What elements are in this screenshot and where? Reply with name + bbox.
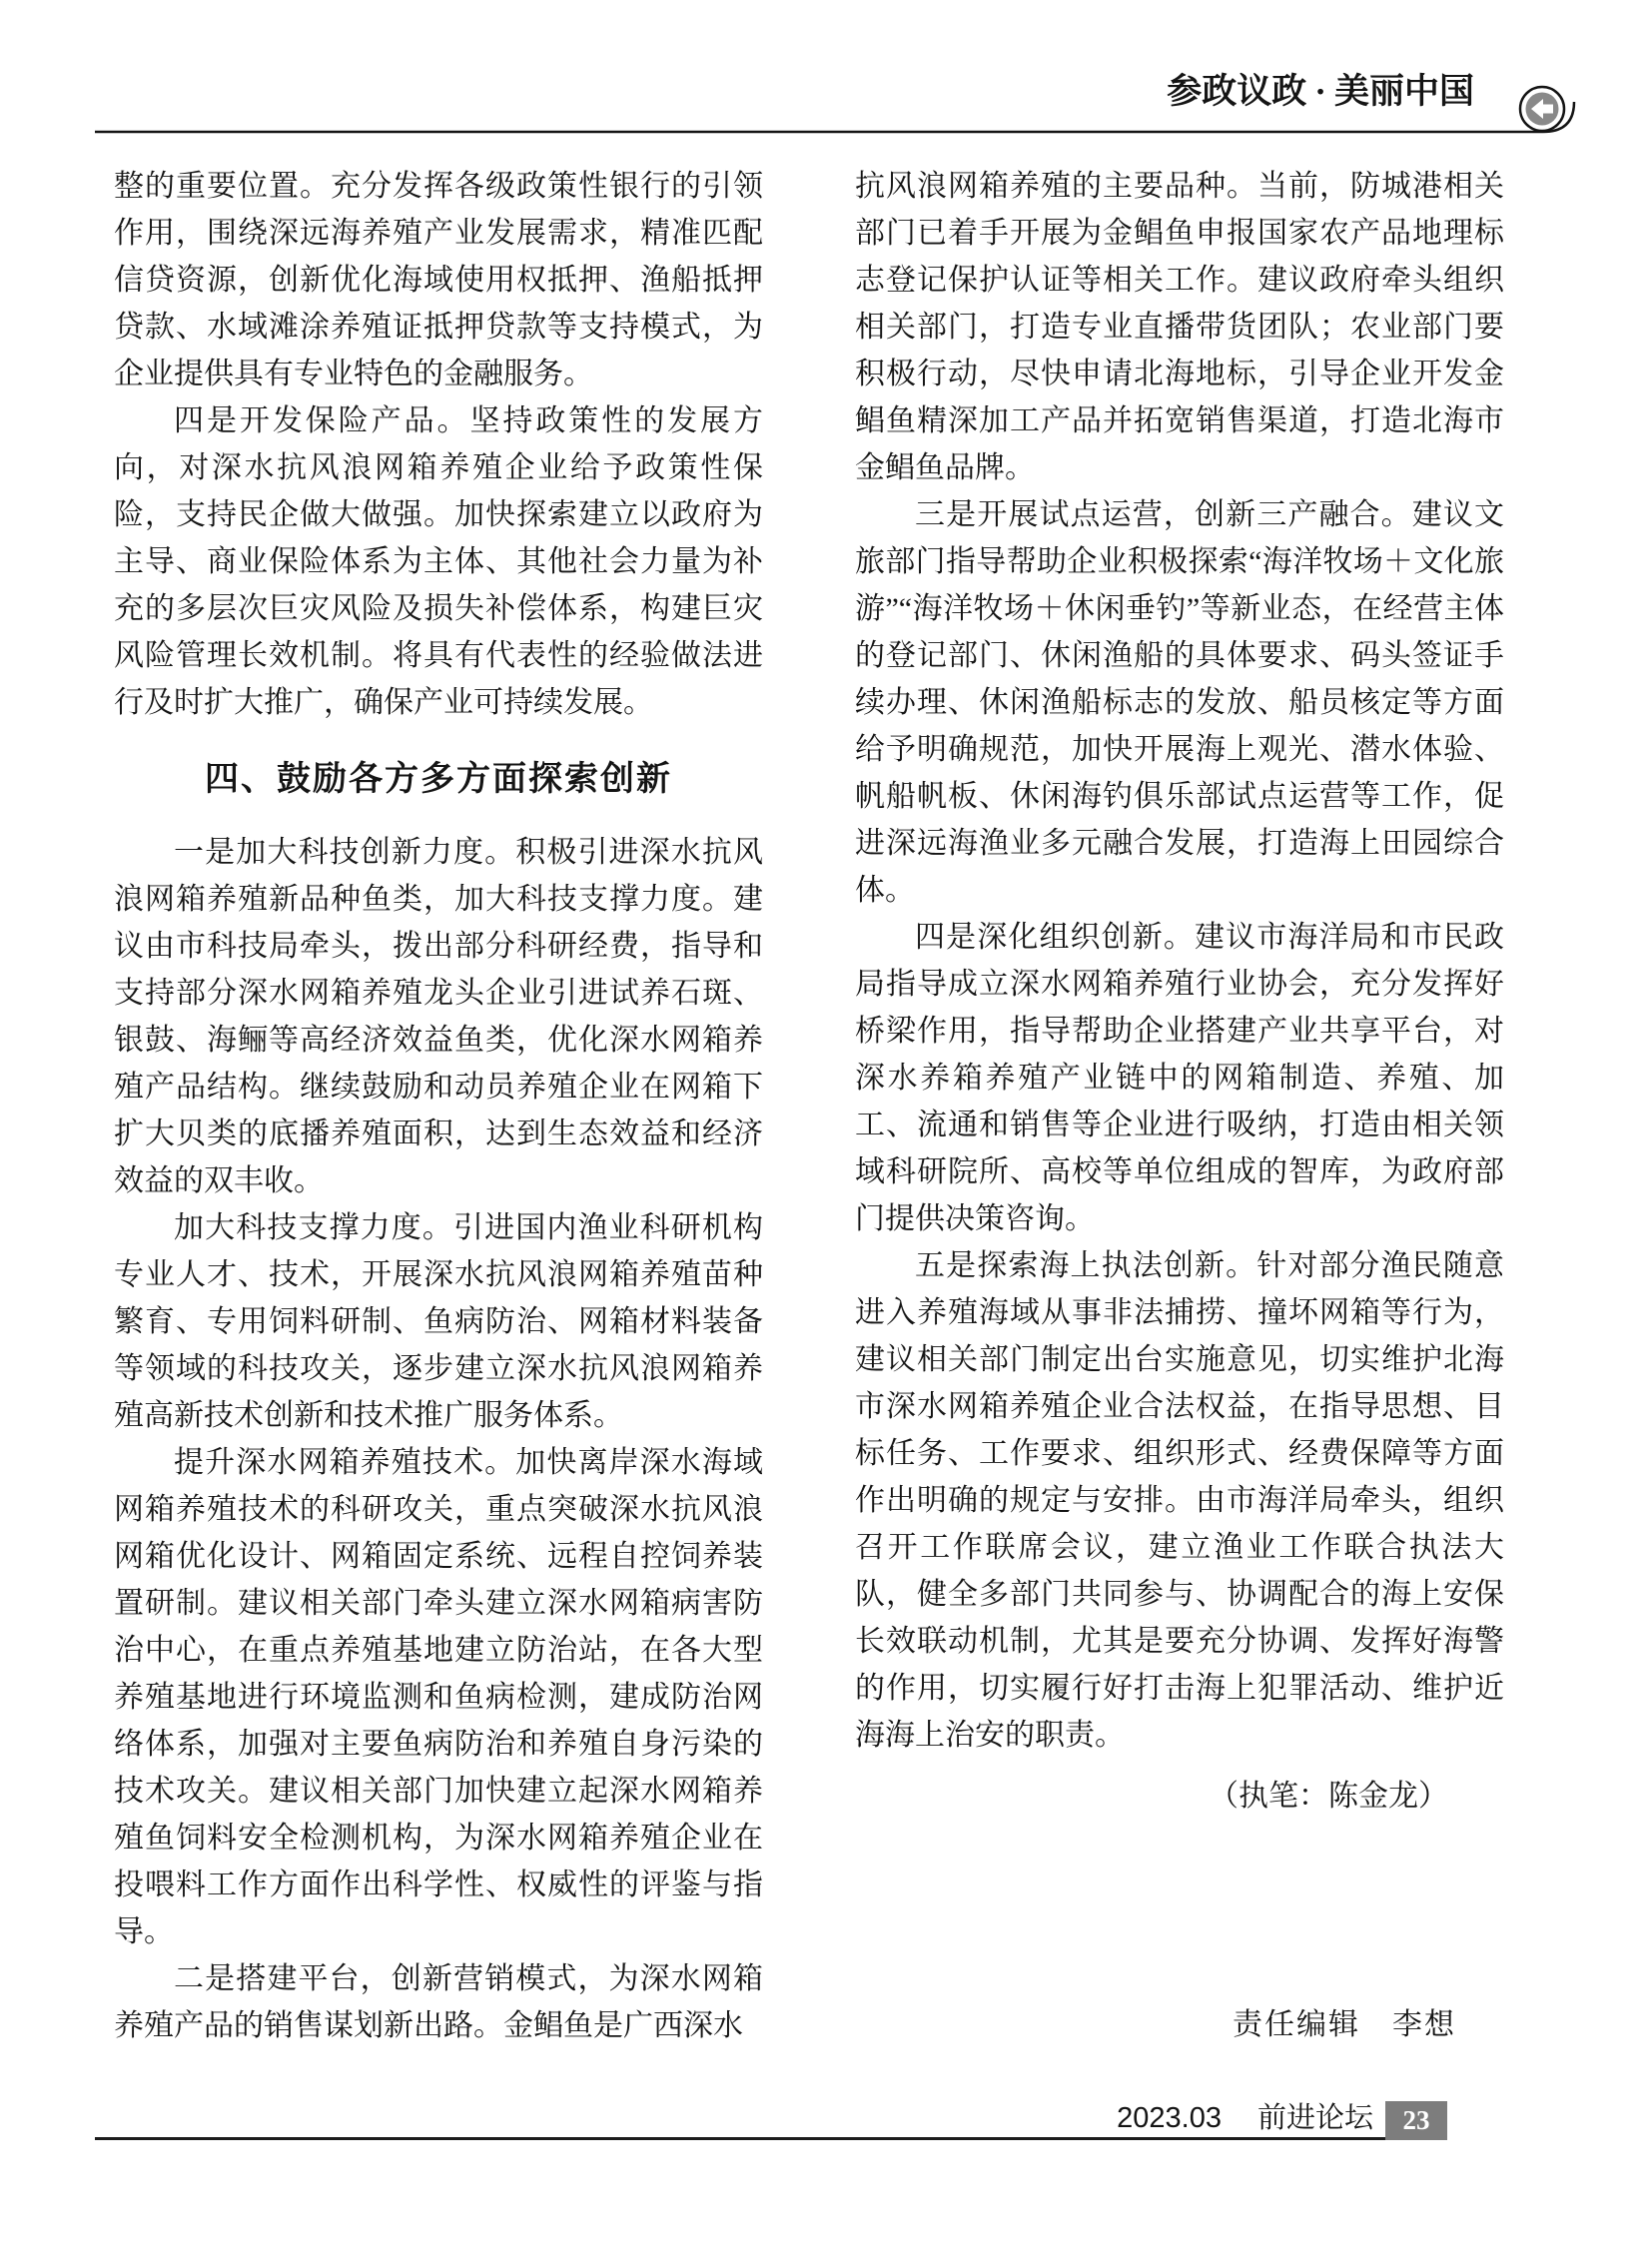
paragraph: 一是加大科技创新力度。积极引进深水抗风浪网箱养殖新品种鱼类，加大科技支撑力度。建议由市科技局牵头，拨出部分科研经费，指导和支持部分深水网箱养殖龙头企业引进试养石斑、银鼓、海鲡等高经济效益鱼类，优化深水网箱养殖产品结构。继续鼓励和动员养殖企业在网箱下扩大贝类的底播养殖面积，达到生态效益和经济效益的双丰收。: [114, 836, 763, 1197]
paragraph: 五是探索海上执法创新。针对部分渔民随意进入养殖海域从事非法捕捞、撞坏网箱等行为，建议相关部门制定出台实施意见，切实维护北海市深水网箱养殖企业合法权益，在指导思想、目标任务、工作要求、组织形式、经费保障等方面作出明确的规定与安排。由市海洋局牵头，组织召开工作联席会议，建立渔业工作联合执法大队，健全多部门共同参与、协调配合的海上安保长效联动机制，尤其是要充分协调、发挥好海警的作用，切实履行好打击海上犯罪活动、维护近海海上治安的职责。: [855, 1249, 1504, 1752]
paragraph: 四是深化组织创新。建议市海洋局和市民政局指导成立深水网箱养殖行业协会，充分发挥好桥梁作用，指导帮助企业搭建产业共享平台，对深水养箱养殖产业链中的网箱制造、养殖、加工、流通和销售等企业进行吸纳，打造由相关领域科研院所、高校等单位组成的智库，为政府部门提供决策咨询。: [855, 921, 1504, 1235]
footer-rule: [95, 2137, 1385, 2140]
header-rule-and-icon: [0, 0, 1652, 170]
left-column: [114, 163, 763, 2049]
paragraph: 三是开展试点运营，创新三产融合。建议文旅部门指导帮助企业积极探索“海洋牧场＋文化旅游”“海洋牧场＋休闲垂钓”等新业态，在经营主体的登记部门、休闲渔船的具体要求、码头签证手续办理、休闲渔船标志的发放、船员核定等方面给予明确规范，加快开展海上观光、潜水体验、帆船帆板、休闲海钓俱乐部试点运营等工作，促进深远海渔业多元融合发展，打造海上田园综合体。: [855, 498, 1504, 907]
footer-issue: 2023.03: [1117, 2102, 1222, 2134]
editor-credit: 责任编辑 李想: [1233, 2008, 1456, 2041]
paragraph: 抗风浪网箱养殖的主要品种。当前，防城港相关部门已着手开展为金鲳鱼申报国家农产品地理标志登记保护认证等相关工作。建议政府牵头组织相关部门，打造专业直播带货团队；农业部门要积极行动，尽快申请北海地标，引导企业开发金鲳鱼精深加工产品并拓宽销售渠道，打造北海市金鲳鱼品牌。: [855, 170, 1504, 484]
section-heading: 四、鼓励各方多方面探索创新: [205, 760, 672, 798]
paragraph: 整的重要位置。充分发挥各级政策性银行的引领作用，围绕深远海养殖产业发展需求，精准匹配信贷资源，创新优化海域使用权抵押、渔船抵押贷款、水域滩涂养殖证抵押贷款等支持模式，为企业提供具有专业特色的金融服务。: [114, 170, 763, 390]
footer-meta: [999, 2099, 1373, 2137]
header-title-bold: 美丽中国: [1333, 72, 1474, 111]
header-rule: [95, 102, 1574, 132]
right-column: [855, 163, 1504, 1820]
header-title-script: 参政议政: [1167, 72, 1307, 111]
paragraph: 四是开发保险产品。坚持政策性的发展方向，对深水抗风浪网箱养殖企业给予政策性保险，支持民企做大做强。加快探索建立以政府为主导、商业保险体系为主体、其他社会力量为补充的多层次巨灾风险及损失补偿体系，构建巨灾风险管理长效机制。将具有代表性的经验做法进行及时扩大推广，确保产业可持续发展。: [114, 404, 763, 719]
page-number-badge: 23: [1385, 2101, 1447, 2140]
paragraph: 二是搭建平台，创新营销模式，为深水网箱养殖产品的销售谋划新出路。金鲳鱼是广西深水: [114, 1962, 763, 2042]
header-title-separator: ·: [1314, 72, 1326, 111]
byline: （执笔：陈金龙）: [1209, 1780, 1448, 1813]
paragraph: 加大科技支撑力度。引进国内渔业科研机构专业人才、技术，开展深水抗风浪网箱养殖苗种繁育、专用饲料研制、鱼病防治、网箱材料装备等领域的科技攻关，逐步建立深水抗风浪网箱养殖高新技术创新和技术推广服务体系。: [114, 1211, 763, 1432]
paragraph: 提升深水网箱养殖技术。加快离岸深水海域网箱养殖技术的科研攻关，重点突破深水抗风浪网箱优化设计、网箱固定系统、远程自控饲养装置研制。建议相关部门牵头建立深水网箱病害防治中心，在重点养殖基地建立防治站，在各大型养殖基地进行环境监测和鱼病检测，建成防治网络体系，加强对主要鱼病防治和养殖自身污染的技术攻关。建议相关部门加快建立起深水网箱养殖鱼饲料安全检测机构，为深水网箱养殖企业在投喂料工作方面作出科学性、权威性的评鉴与指导。: [114, 1446, 763, 1948]
footer-journal-title: 前进论坛: [1256, 2102, 1373, 2134]
